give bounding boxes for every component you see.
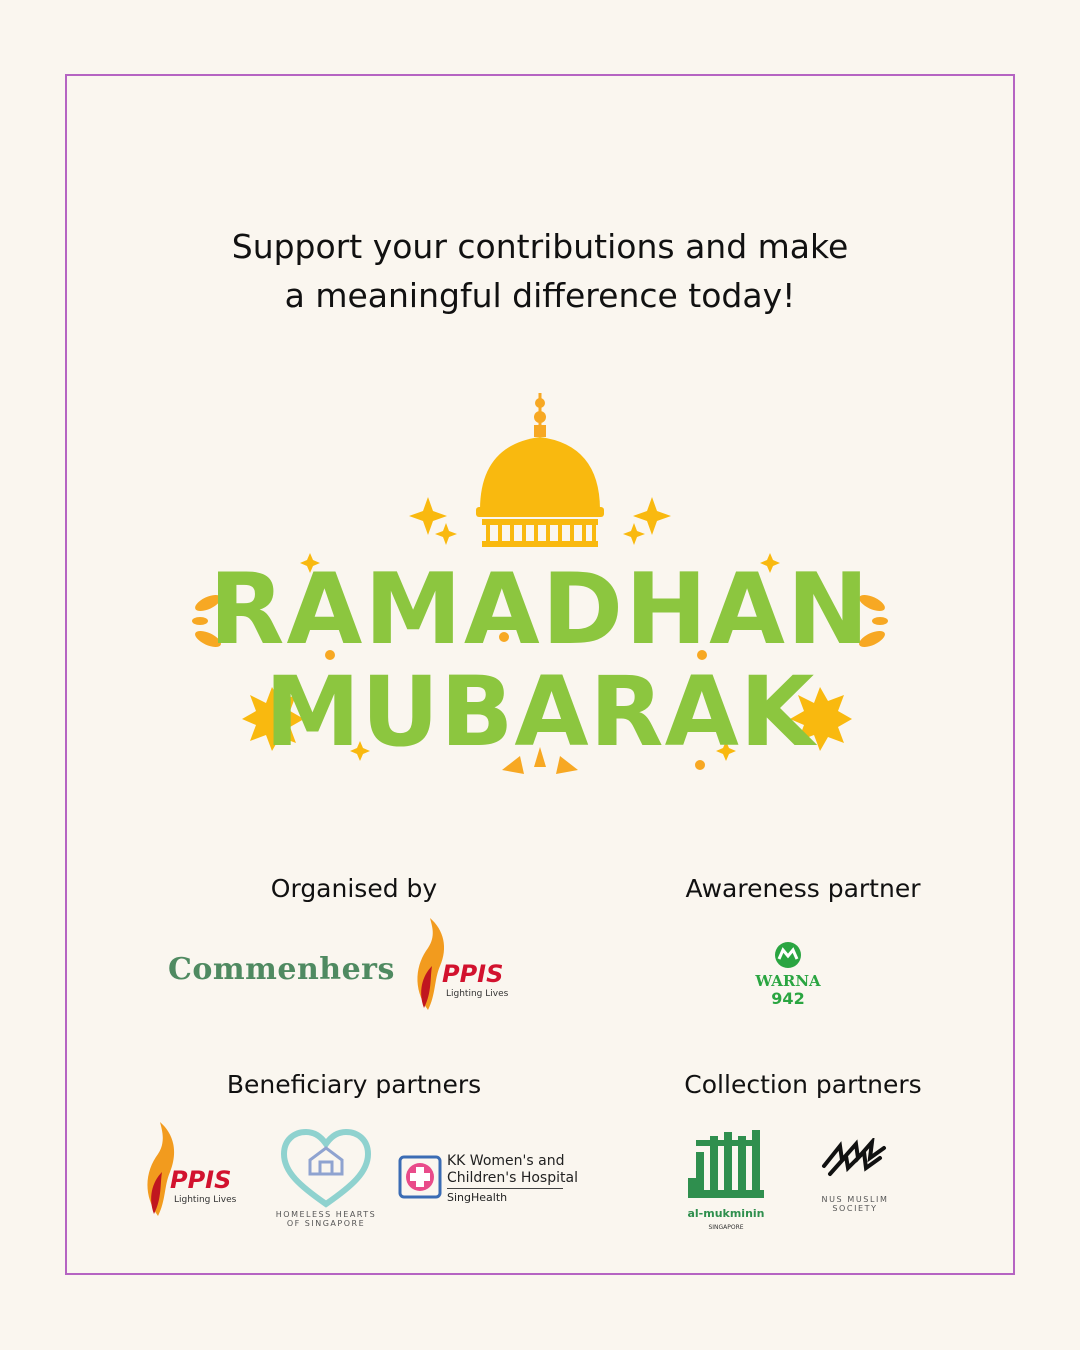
- nus-muslim-society-icon: [820, 1138, 890, 1182]
- mosque-dome-icon: [476, 393, 604, 547]
- beneficiary-partners-title: Beneficiary partners: [226, 1070, 482, 1099]
- kk-hospital-cross-icon: [398, 1155, 442, 1199]
- headline-line-1: Support your contributions and make: [231, 227, 849, 266]
- nus-muslim-society-caption: NUS MUSLIM SOCIETY: [821, 1195, 889, 1213]
- commenhers-logo: Commenhers: [168, 952, 395, 987]
- svg-text:Lighting Lives: Lighting Lives: [446, 989, 509, 999]
- svg-text:PPIS: PPIS: [442, 960, 504, 988]
- headline-line-2: a meaningful difference today!: [284, 276, 796, 315]
- kk-hospital-line-1: KK Women's and: [447, 1153, 565, 1169]
- svg-text:WARNA: WARNA: [755, 972, 821, 990]
- awareness-partner-title: Awareness partner: [685, 874, 921, 903]
- homeless-hearts-caption-1: HOMELESS HEARTS: [275, 1210, 377, 1219]
- kk-divider: [447, 1188, 563, 1189]
- svg-text:al-mukminin: al-mukminin: [687, 1207, 765, 1220]
- ppis-logo-beneficiary: [136, 1122, 252, 1220]
- ramadhan-mubarak-banner: [180, 385, 900, 795]
- collection-partners-title: Collection partners: [684, 1070, 922, 1099]
- kk-hospital-line-2: Children's Hospital: [447, 1170, 578, 1186]
- kk-singhealth: SingHealth: [447, 1191, 508, 1204]
- mubarak-title: MUBARAK: [264, 656, 816, 768]
- organised-by-title: Organised by: [270, 874, 438, 903]
- al-mukminin-logo: [686, 1128, 766, 1234]
- homeless-hearts-caption-2: OF SINGAPORE: [286, 1219, 366, 1228]
- warna-942-logo: [754, 940, 824, 1010]
- svg-text:SINGAPORE: SINGAPORE: [708, 1224, 744, 1231]
- homeless-hearts-logo: [280, 1128, 372, 1208]
- svg-text:PPIS: PPIS: [170, 1166, 232, 1194]
- ramadhan-title: RAMADHAN: [209, 553, 871, 667]
- svg-text:Lighting Lives: Lighting Lives: [174, 1195, 237, 1205]
- ppis-logo: [406, 918, 526, 1014]
- svg-text:942: 942: [771, 989, 805, 1008]
